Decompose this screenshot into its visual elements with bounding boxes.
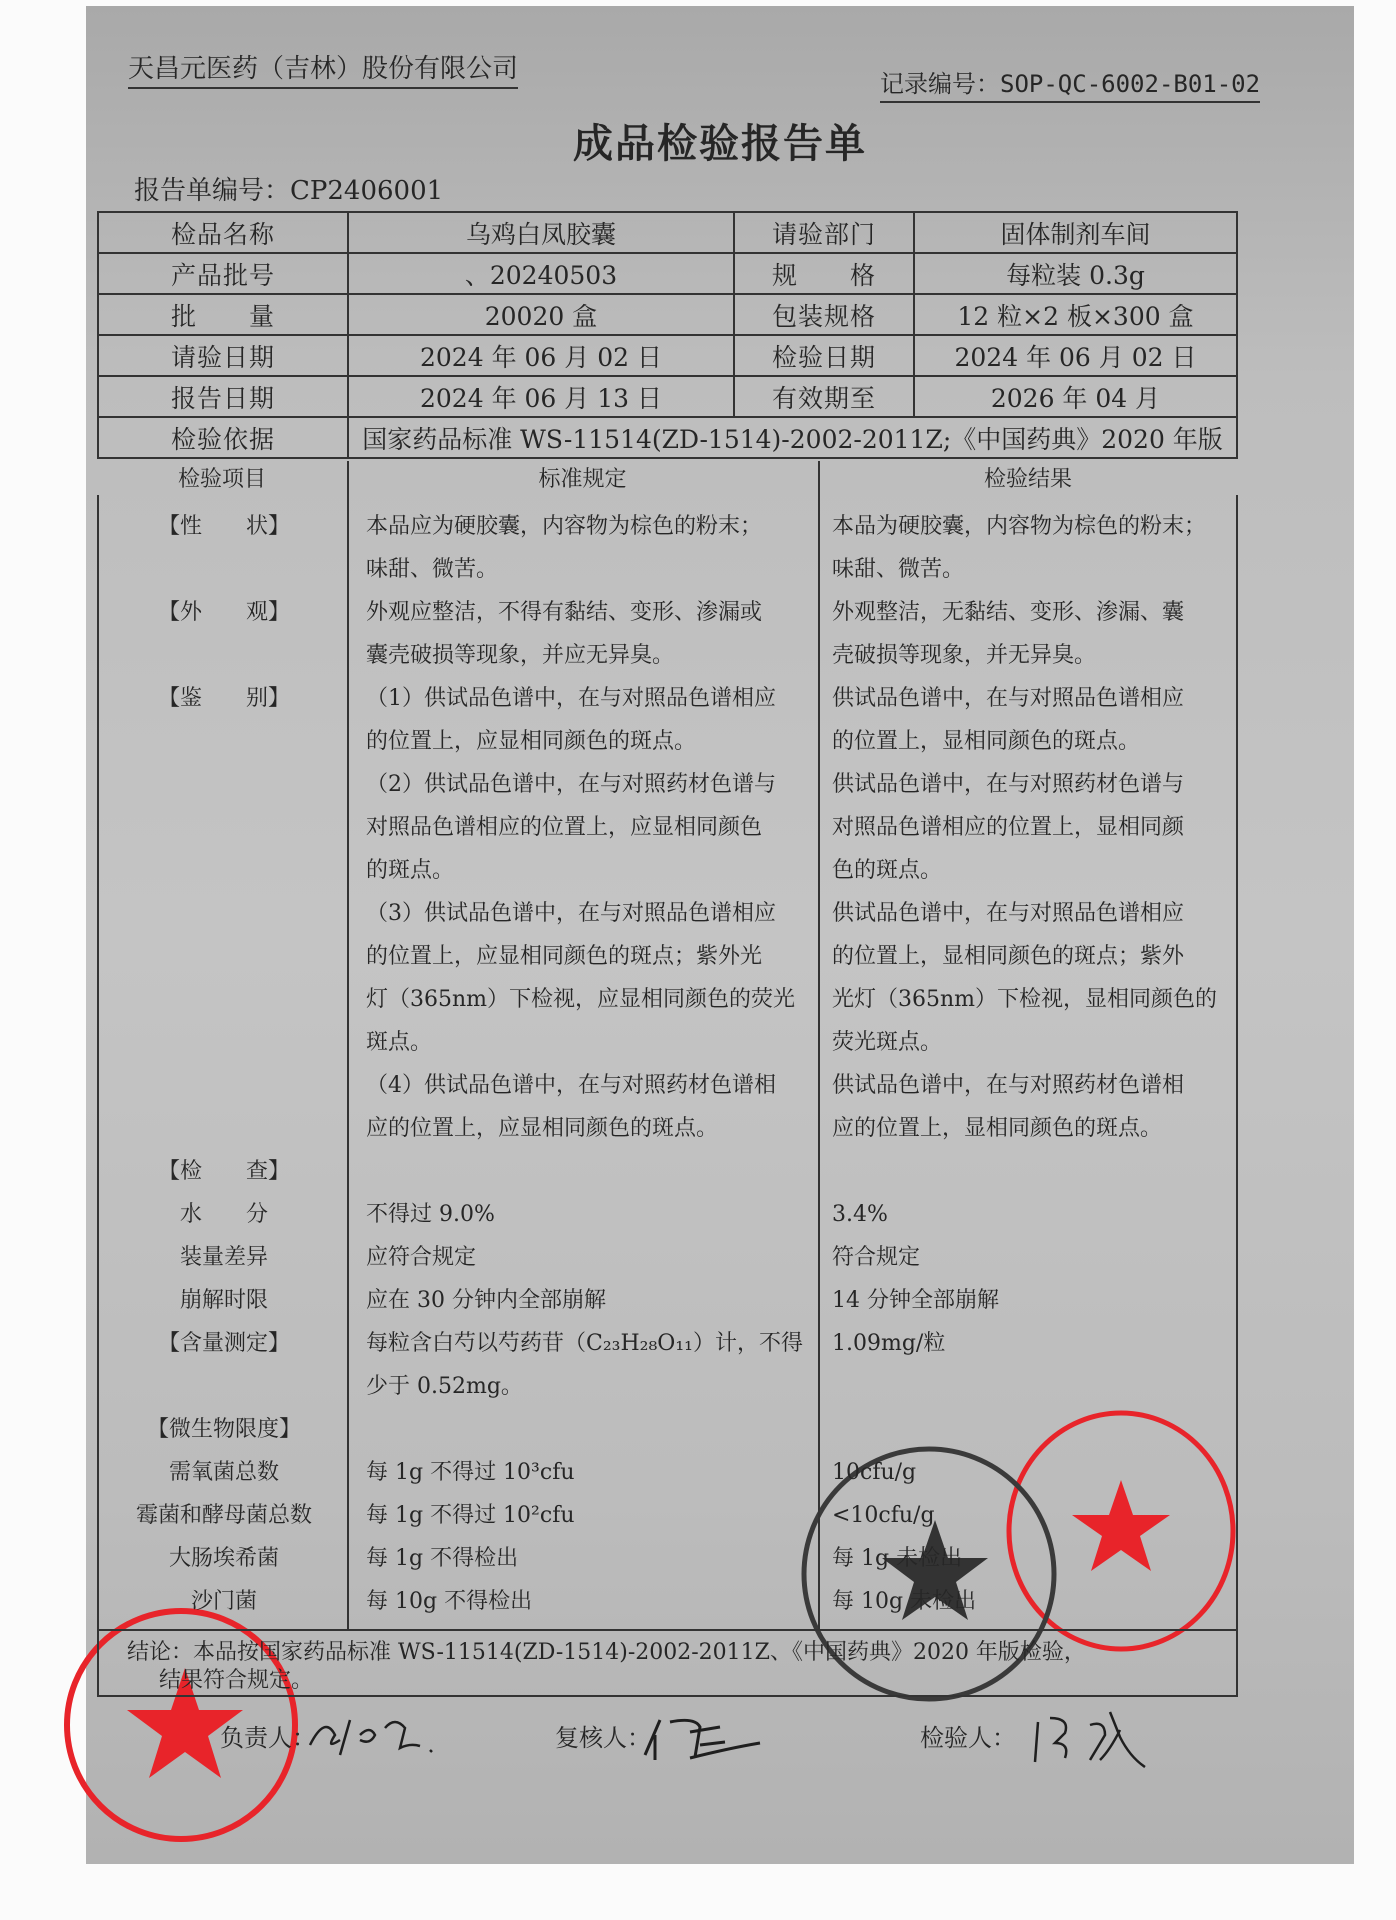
field-value: 固体制剂车间 [914,212,1237,253]
result-line [99,1236,1236,1279]
signature-reviewer [645,1720,760,1760]
test-result: 荧光斑点。 [832,1030,943,1055]
result-line [99,591,1236,634]
test-result: 每 10g 未检出 [832,1589,977,1614]
conclusion-line-1: 结论：本品按国家药品标准 WS-11514(ZD-1514)-2002-2011Z、《中国药典》2020 年版检验， [127,1640,1086,1665]
test-item: 【性 状】 [157,514,290,539]
standard-spec: （3）供试品色谱中，在与对照品色谱相应 [366,901,776,926]
field-label: 检验日期 [734,335,914,376]
field-label: 检品名称 [98,212,348,253]
test-result: 本品为硬胶囊，内容物为棕色的粉末； [832,514,1207,539]
info-row [98,212,1237,253]
result-line [99,505,1236,548]
result-line [99,1150,1236,1193]
test-item: 【微生物限度】 [146,1417,301,1442]
result-line [99,1537,1236,1580]
standard-spec: 应的位置上，应显相同颜色的斑点。 [366,1116,719,1141]
result-line [99,1322,1236,1365]
test-result: 壳破损等现象，并无异臭。 [832,643,1097,668]
standard-spec: 的位置上，应显相同颜色的斑点。 [366,729,697,754]
standard-spec: 外观应整洁，不得有黏结、变形、渗漏或 [366,600,763,625]
standard-spec: 每 1g 不得过 10³cfu [366,1460,575,1485]
responsible-label: 负责人： [220,1724,316,1752]
test-result: 应的位置上，显相同颜色的斑点。 [832,1116,1163,1141]
test-result: 供试品色谱中，在与对照药材色谱与 [832,772,1185,797]
result-line [99,1064,1236,1107]
result-line [99,935,1236,978]
reviewer-label: 复核人： [555,1724,651,1752]
standard-spec: 不得过 9.0% [366,1202,495,1227]
standard-spec: 灯（365nm）下检视，应显相同颜色的荧光 [366,987,796,1012]
standard-spec: 斑点。 [366,1030,433,1055]
result-line [99,677,1236,720]
info-table [97,211,1238,459]
standard-spec: 每粒含白芍以芍药苷（C₂₃H₂₈O₁₁）计，不得 [366,1331,803,1356]
standard-spec: 少于 0.52mg。 [366,1374,523,1399]
standard-spec: 的位置上，应显相同颜色的斑点；紫外光 [366,944,763,969]
test-item: 大肠埃希菌 [168,1546,279,1571]
test-item: 【含量测定】 [157,1331,290,1356]
result-line [99,806,1236,849]
signature-responsible [310,1720,432,1755]
conclusion [99,1629,1236,1697]
report-number: 报告单编号：CP2406001 [134,176,444,206]
basis-label: 检验依据 [98,417,348,458]
results-table [97,495,1238,1697]
field-label: 请验日期 [98,335,348,376]
field-value: 2024 年 06 月 02 日 [914,335,1237,376]
result-line [99,720,1236,763]
test-item: 水 分 [179,1202,268,1227]
field-label: 包装规格 [734,294,914,335]
result-line [99,978,1236,1021]
field-value: 每粒装 0.3g [914,253,1237,294]
signature-inspector [1035,1712,1145,1767]
test-result: 的位置上，显相同颜色的斑点。 [832,729,1141,754]
standard-spec: （1）供试品色谱中，在与对照品色谱相应 [366,686,776,711]
result-line [99,1279,1236,1322]
test-result: 每 1g 未检出 [832,1546,963,1571]
standard-spec: （4）供试品色谱中，在与对照药材色谱相 [366,1073,776,1098]
standard-spec: 味甜、微苦。 [366,557,499,582]
field-value: 20020 盒 [348,294,734,335]
standard-spec: 应符合规定 [366,1245,477,1270]
standard-spec: 应在 30 分钟内全部崩解 [366,1288,606,1313]
test-result: 14 分钟全部崩解 [832,1288,999,1313]
result-line [99,634,1236,677]
basis-value: 国家药品标准 WS-11514(ZD-1514)-2002-2011Z;《中国药典》2020 年版 [348,417,1237,458]
test-item: 【检 查】 [157,1159,290,1184]
info-row [98,376,1237,417]
column-result: 检验结果 [983,467,1072,492]
field-label: 报告日期 [98,376,348,417]
result-line [99,892,1236,935]
test-result: 1.09mg/粒 [832,1331,946,1356]
test-item: 需氧菌总数 [168,1460,279,1485]
test-item: 崩解时限 [179,1288,268,1313]
test-result: 供试品色谱中，在与对照药材色谱相 [832,1073,1185,1098]
test-result: 符合规定 [832,1245,921,1270]
test-result: 3.4% [832,1202,888,1227]
field-label: 规 格 [734,253,914,294]
result-line [99,1365,1236,1408]
test-result: 外观整洁，无黏结、变形、渗漏、囊 [832,600,1185,625]
info-row [98,335,1237,376]
column-item: 检验项目 [177,467,266,492]
field-value: 乌鸡白凤胶囊 [348,212,734,253]
field-value: 2024 年 06 月 02 日 [348,335,734,376]
test-result: 光灯（365nm）下检视，显相同颜色的 [832,987,1218,1012]
test-item: 霉菌和酵母菌总数 [135,1503,312,1528]
result-line [99,763,1236,806]
standard-spec: 对照品色谱相应的位置上，应显相同颜色 [366,815,763,840]
test-item: 沙门菌 [190,1589,257,1614]
standard-spec: 每 1g 不得过 10²cfu [366,1503,575,1528]
column-spec: 标准规定 [538,467,627,492]
result-line [99,1021,1236,1064]
info-row [98,253,1237,294]
standard-spec: （2）供试品色谱中，在与对照药材色谱与 [366,772,776,797]
standard-spec: 每 1g 不得检出 [366,1546,519,1571]
test-item: 【鉴 别】 [157,686,290,711]
result-line [99,1193,1236,1236]
company-name: 天昌元医药（吉林）股份有限公司 [128,48,518,89]
test-result: 供试品色谱中，在与对照品色谱相应 [832,686,1185,711]
field-value: 2024 年 06 月 13 日 [348,376,734,417]
test-result: 对照品色谱相应的位置上，显相同颜 [832,815,1185,840]
standard-spec: 的斑点。 [366,858,455,883]
field-value: 2026 年 04 月 [914,376,1237,417]
test-item: 【外 观】 [157,600,290,625]
report-title: 成品检验报告单 [573,120,867,167]
standard-spec: 囊壳破损等现象，并应无异臭。 [366,643,675,668]
standard-spec: 本品应为硬胶囊，内容物为棕色的粉末； [366,514,763,539]
test-result: 味甜、微苦。 [832,557,965,582]
field-label: 请验部门 [734,212,914,253]
field-value: 12 粒×2 板×300 盒 [914,294,1237,335]
test-result: <10cfu/g [832,1503,935,1528]
test-result: 供试品色谱中，在与对照品色谱相应 [832,901,1185,926]
basis-row [98,417,1237,458]
record-number: 记录编号：SOP-QC-6002-B01-02 [880,64,1260,103]
conclusion-line-2: 结果符合规定。 [159,1668,314,1693]
standard-spec: 每 10g 不得检出 [366,1589,533,1614]
field-value: 、20240503 [348,253,734,294]
result-line [99,1408,1236,1451]
result-line [99,1107,1236,1150]
result-line [99,849,1236,892]
result-line [99,1580,1236,1623]
field-label: 批 量 [98,294,348,335]
test-result: 10cfu/g [832,1460,917,1485]
result-line [99,1494,1236,1537]
result-line [99,1451,1236,1494]
field-label: 有效期至 [734,376,914,417]
result-line [99,548,1236,591]
field-label: 产品批号 [98,253,348,294]
test-result: 色的斑点。 [832,858,943,883]
test-result: 的位置上，显相同颜色的斑点；紫外 [832,944,1185,969]
test-item: 装量差异 [179,1245,268,1270]
inspector-label: 检验人： [920,1724,1016,1752]
info-row [98,294,1237,335]
